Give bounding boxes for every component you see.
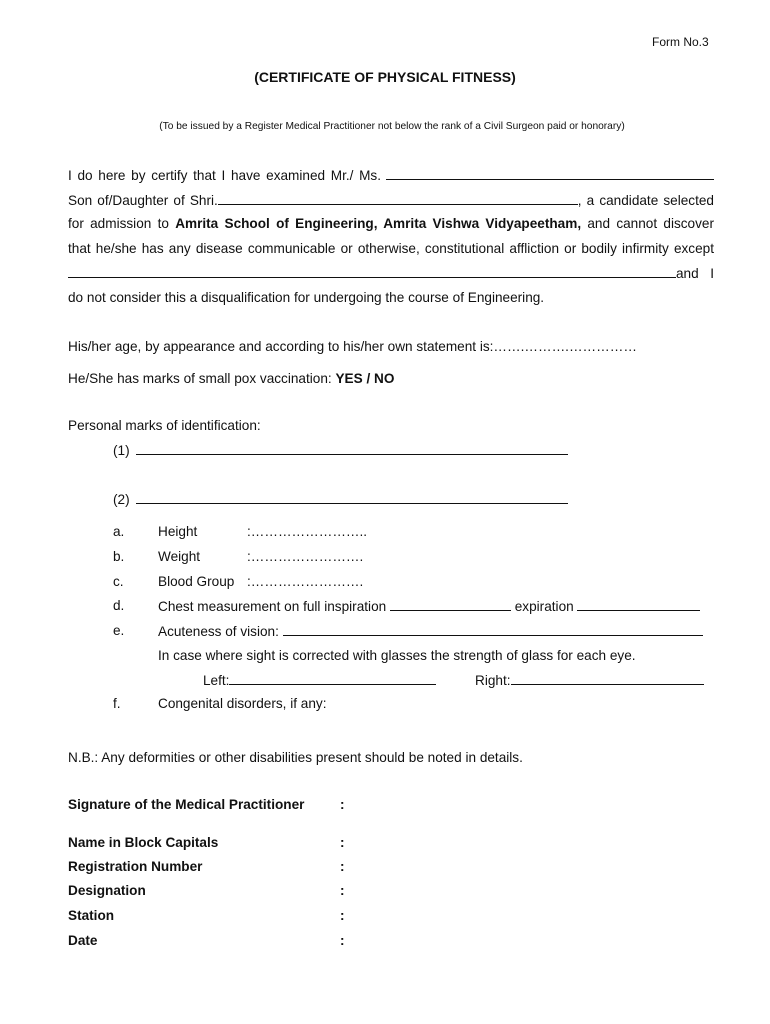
identification-mark-1-field[interactable] [136,442,568,455]
vision-label: Acuteness of vision: [158,624,279,639]
certify-line-1-text: I do here by certify that I have examined Mr./ Ms. [68,168,381,183]
certify-line-1 [68,167,714,184]
chest-inspiration-label: Chest measurement on full inspiration [158,599,387,614]
left-eye-label: Left: [203,673,230,688]
item-b-label: Weight [158,549,201,564]
glasses-note: In case where sight is corrected with glasses the strength of glass for each eye. [158,648,636,663]
left-eye-line [203,672,436,689]
item-a-letter: a. [113,524,125,539]
certify-line-5 [68,265,714,282]
certify-line-2-text: Son of/Daughter of Shri. [68,193,218,208]
certify-line-4-text: that he/she has any disease communicable or otherwise, constitutional affliction or bodily infirmity except [68,241,714,256]
congenital-label: Congenital disorders, if any: [158,696,327,711]
personal-marks-label: Personal marks of identification: [68,418,261,433]
form-number: Form No.3 [652,35,709,49]
item-a-label: Height [158,524,198,539]
signature-label: Signature of the Medical Practitioner [68,797,305,812]
certify-line-2 [68,192,714,209]
candidate-name-field[interactable] [386,167,714,180]
blood-group-value[interactable]: :……………………. [247,574,364,589]
chest-expiration-field[interactable] [577,598,700,611]
height-value[interactable]: :…………………….. [247,524,368,539]
item-c-label: Blood Group [158,574,235,589]
item-c-letter: c. [113,574,124,589]
identification-mark-2-field[interactable] [136,491,568,504]
identification-mark-2-number: (2) [113,492,130,507]
identification-mark-2 [113,491,568,508]
right-eye-line [475,672,704,689]
date-label: Date [68,933,98,948]
item-b-letter: b. [113,549,125,564]
smallpox-label: He/She has marks of small pox vaccination: [68,371,332,386]
block-name-label: Name in Block Capitals [68,835,219,850]
registration-label: Registration Number [68,859,203,874]
page-subtitle: (To be issued by a Register Medical Practitioner not below the rank of a Civil Surgeon paid or honorary) [159,121,625,132]
registration-colon[interactable]: : [340,859,345,874]
signature-colon[interactable]: : [340,797,345,812]
date-colon[interactable]: : [340,933,345,948]
right-eye-label: Right: [475,673,511,688]
parent-name-field[interactable] [218,192,578,205]
vision-line [158,623,703,640]
item-f-letter: f. [113,696,121,711]
station-colon[interactable]: : [340,908,345,923]
block-name-colon[interactable]: : [340,835,345,850]
certify-line-3 [68,216,714,232]
vision-field[interactable] [283,623,703,636]
smallpox-value: YES / NO [335,371,395,386]
item-e-letter: e. [113,623,125,638]
page-title: (CERTIFICATE OF PHYSICAL FITNESS) [254,69,516,85]
certify-line-6: do not consider this a disqualification for undergoing the course of Engineering. [68,290,545,305]
left-eye-field[interactable] [229,672,436,685]
certify-line-3-text: for admission to [68,216,169,231]
institution-name: Amrita School of Engineering, Amrita Vishwa Vidyapeetham, [175,216,582,231]
designation-label: Designation [68,883,146,898]
exception-field[interactable] [68,265,676,278]
chest-measurement-line [158,598,700,615]
nb-note: N.B.: Any deformities or other disabilities present should be noted in details. [68,750,523,765]
identification-mark-1 [113,442,568,459]
identification-mark-1-number: (1) [113,443,130,458]
certify-line-4 [68,241,714,257]
item-d-letter: d. [113,598,125,613]
smallpox-line [68,371,394,387]
station-label: Station [68,908,115,923]
certify-line-3-tail: and cannot discover [587,216,715,231]
designation-colon[interactable]: : [340,883,345,898]
right-eye-field[interactable] [511,672,704,685]
age-statement: His/her age, by appearance and according to his/her own statement is:…….……….…………… [68,339,637,354]
chest-expiration-label: expiration [514,599,574,614]
weight-value[interactable]: :……………………. [247,549,364,564]
chest-inspiration-field[interactable] [390,598,511,611]
certify-line-5-tail: and I [676,266,714,281]
certify-line-2-tail: , a candidate selected [577,193,714,208]
